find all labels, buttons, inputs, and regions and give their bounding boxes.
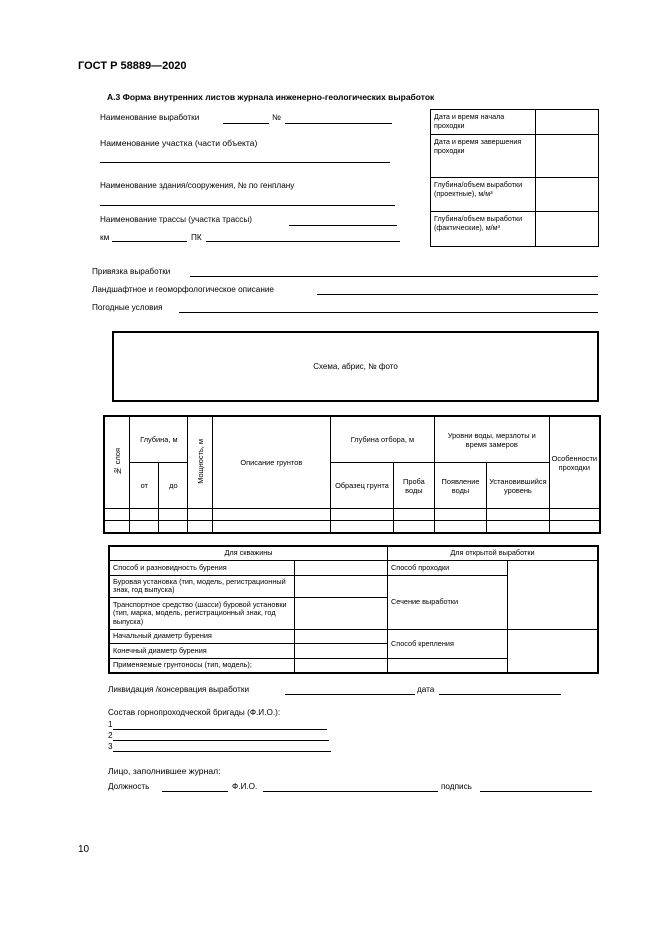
rig-label: Буровая установка (тип, модель, регистрационный знак, год выпуска) — [110, 575, 295, 598]
end-date-cell[interactable] — [536, 135, 599, 178]
vehicle-cell[interactable] — [295, 598, 388, 630]
water-appear-header: Появление воды — [434, 463, 486, 509]
table-row[interactable] — [105, 521, 600, 533]
brigade-label: Состав горнопроходческой бригады (Ф.И.О.): — [108, 708, 281, 717]
section-label: Сечение выработки — [388, 575, 508, 629]
excavation-name-line[interactable] — [223, 123, 269, 124]
brigade-item-3: 3 — [108, 742, 113, 751]
samplers-cell[interactable] — [295, 658, 388, 672]
liquidation-date-label: дата — [417, 685, 435, 694]
building-name-label: Наименование здания/сооружения, № по генплану — [100, 181, 295, 190]
sampling-header: Глубина отбора, м — [330, 417, 434, 463]
km-label: км — [100, 233, 110, 242]
site-name-line[interactable] — [100, 162, 390, 163]
weather-label: Погодные условия — [92, 303, 163, 312]
pk-line[interactable] — [206, 241, 400, 242]
digging-method-cell[interactable] — [508, 561, 598, 630]
rig-cell[interactable] — [295, 575, 388, 598]
thickness-header: Мощность, м — [188, 417, 212, 509]
brigade-item-2: 2 — [108, 731, 113, 740]
actual-depth-cell[interactable] — [536, 212, 599, 247]
to-header: до — [159, 463, 188, 509]
samplers-label: Применяемые грунтоносы (тип, модель); — [110, 658, 295, 672]
liquidation-label: Ликвидация /консервация выработки — [108, 685, 250, 694]
fio-line[interactable] — [263, 791, 438, 792]
route-name-line[interactable] — [289, 225, 397, 226]
end-diameter-cell[interactable] — [295, 644, 388, 658]
from-header: от — [130, 463, 159, 509]
number-line[interactable] — [285, 123, 392, 124]
position-label: Должность — [108, 782, 150, 791]
support-method-cell[interactable] — [508, 629, 598, 672]
fio-label: Ф.И.О. — [232, 782, 258, 791]
km-line[interactable] — [112, 241, 187, 242]
signer-title: Лицо, заполнившее журнал: — [108, 766, 221, 776]
signature-line[interactable] — [480, 791, 592, 792]
actual-depth-label: Глубина/объем выработки (фактические), м/м³ — [431, 212, 536, 247]
water-header: Уровни воды, мерзлоты и время замеров — [434, 417, 549, 463]
building-name-line[interactable] — [100, 205, 395, 206]
sample-header: Образец грунта — [330, 463, 393, 509]
depth-header: Глубина, м — [130, 417, 188, 463]
weather-line[interactable] — [179, 312, 598, 313]
binding-line[interactable] — [190, 276, 598, 277]
dates-table — [430, 109, 599, 247]
landscape-line[interactable] — [317, 294, 598, 295]
water-steady-header: Установившийся уровень — [487, 463, 549, 509]
liquidation-line[interactable] — [285, 694, 415, 695]
liquidation-date-line[interactable] — [439, 694, 561, 695]
route-name-label: Наименование трассы (участка трассы) — [100, 215, 252, 224]
excavation-name-label: Наименование выработки — [100, 113, 200, 122]
vehicle-label: Транспортное средство (шасси) буровой установки (тип, марка, модель, регистрационный знак, год выпуска) — [110, 598, 295, 630]
form-title: А.3 Форма внутренних листов журнала инженерно-геологических выработок — [107, 92, 435, 102]
open-excavation-header: Для открытой выработки — [388, 547, 598, 561]
end-date-label: Дата и время завершения проходки — [431, 135, 536, 178]
end-diameter-label: Конечный диаметр бурения — [110, 644, 295, 658]
brigade-line-1[interactable] — [113, 729, 327, 730]
pk-label: ПК — [191, 233, 202, 242]
page-number: 10 — [78, 844, 90, 855]
support-method-label: Способ крепления — [388, 629, 508, 658]
start-diameter-label: Начальный диаметр бурения — [110, 629, 295, 643]
start-date-cell[interactable] — [536, 110, 599, 135]
standard-header: ГОСТ Р 58889—2020 — [78, 60, 187, 72]
design-depth-cell[interactable] — [536, 178, 599, 212]
well-header: Для скважины — [110, 547, 388, 561]
landscape-label: Ландшафтное и геоморфологическое описание — [92, 285, 274, 294]
digging-method-label: Способ проходки — [388, 561, 508, 575]
brigade-item-1: 1 — [108, 720, 113, 729]
start-date-label: Дата и время начала проходки — [431, 110, 536, 135]
drilling-table — [109, 546, 598, 673]
binding-label: Привязка выработки — [92, 267, 171, 276]
brigade-line-2[interactable] — [113, 740, 329, 741]
position-line[interactable] — [162, 791, 228, 792]
description-header: Описание грунтов — [212, 417, 330, 509]
scheme-label: Схема, абрис, № фото — [313, 362, 398, 371]
features-header: Особенности проходки — [549, 417, 599, 509]
drilling-method-cell[interactable] — [295, 561, 388, 575]
table-row[interactable] — [105, 509, 600, 521]
number-label: № — [272, 113, 281, 122]
design-depth-label: Глубина/объем выработки (проектные), м/м³ — [431, 178, 536, 212]
soil-table — [104, 416, 600, 533]
water-sample-header: Проба воды — [393, 463, 434, 509]
empty-cell — [388, 658, 508, 672]
signature-label: подпись — [441, 782, 472, 791]
site-name-label: Наименование участка (части объекта) — [100, 138, 258, 148]
brigade-line-3[interactable] — [113, 751, 331, 752]
scheme-box[interactable] — [112, 331, 599, 402]
start-diameter-cell[interactable] — [295, 629, 388, 643]
drilling-method-label: Способ и разновидность бурения — [110, 561, 295, 575]
layer-no-header: № слоя — [105, 417, 130, 509]
